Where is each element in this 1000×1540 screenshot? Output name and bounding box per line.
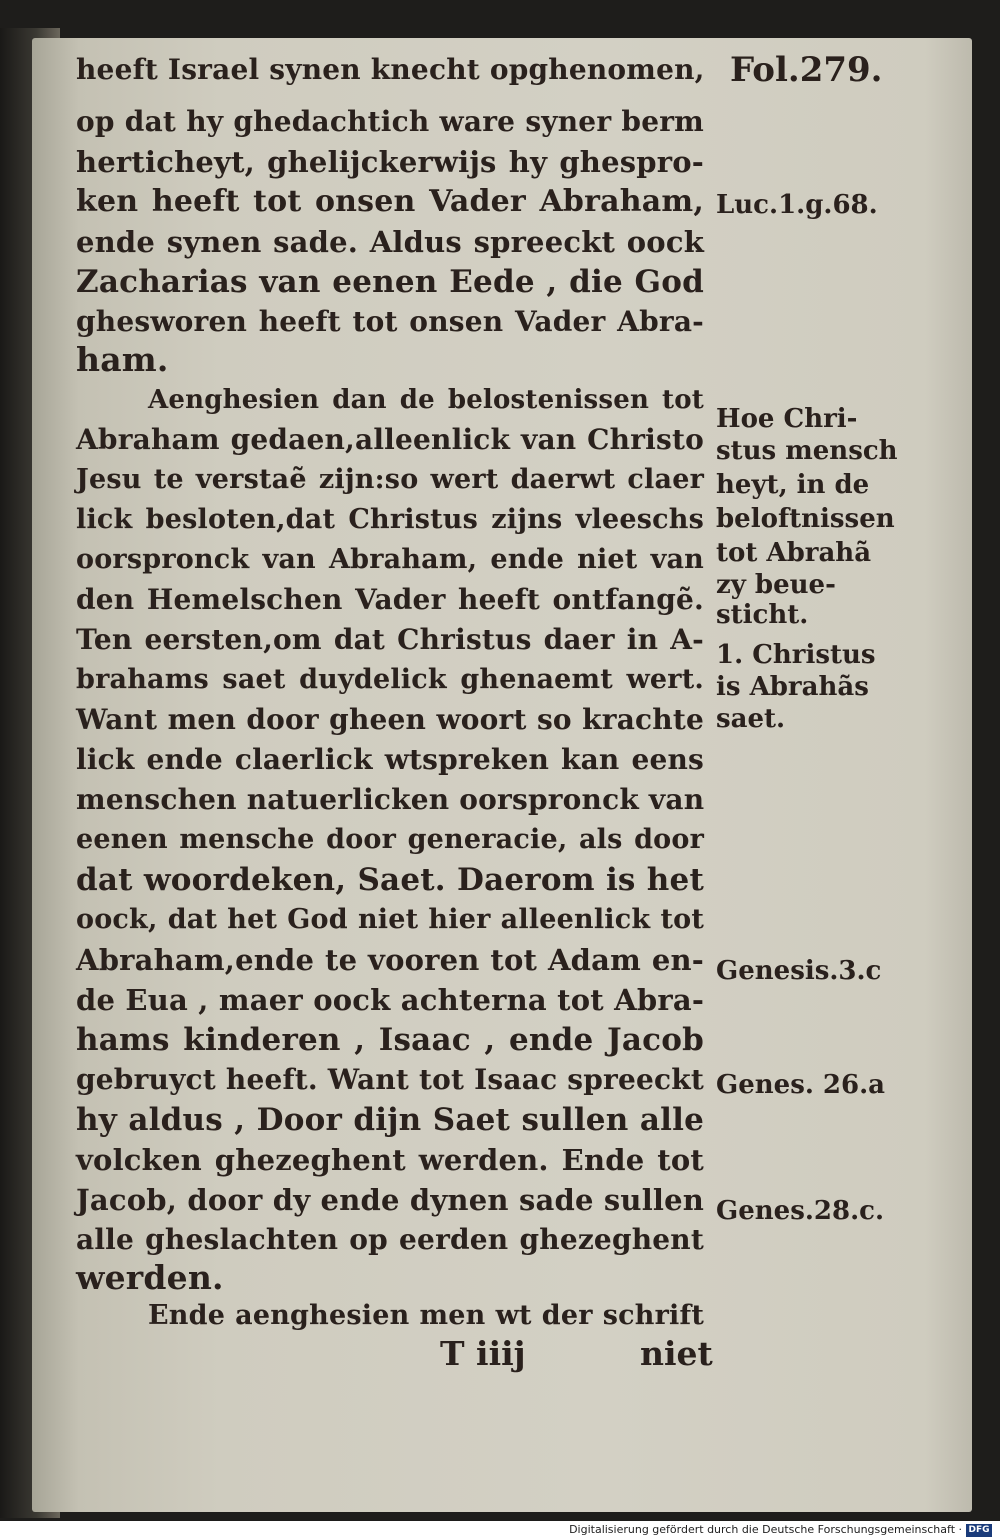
text-line: ham.	[76, 340, 169, 379]
marginal-note: 1. Christus	[716, 640, 876, 670]
text-line: hy aldus , Door dijn Saet sullen alle	[76, 1102, 704, 1138]
text-line: Want men door gheen woort so krachte	[76, 703, 704, 736]
marginal-note: Genes.28.c.	[716, 1196, 884, 1226]
marginal-note: Hoe Chri-	[716, 404, 858, 434]
text-line: Jesu te verstaẽ zijn:so wert daerwt claer	[76, 464, 704, 495]
text-line: de Eua , maer oock achterna tot Abra-	[76, 983, 705, 1017]
text-line: Zacharias van eenen Eede , die God	[76, 264, 704, 300]
text-line: Abraham,ende te vooren tot Adam en-	[76, 943, 704, 977]
dfg-logo: DFG	[966, 1524, 992, 1537]
folio-number: Fol.279.	[730, 50, 883, 90]
paragraph-start-line: Ende aenghesien men wt der schrift	[148, 1300, 704, 1331]
text-line: menschen natuerlicken oorspronck van	[76, 783, 705, 816]
text-line: den Hemelschen Vader heeft ontfangẽ.	[76, 583, 704, 616]
footer-bar	[0, 1521, 1000, 1540]
paragraph-start-line: Aenghesien dan de belostenissen tot	[148, 385, 704, 415]
marginal-note: heyt, in de	[716, 470, 870, 500]
text-line: herticheyt, ghelijckerwijs hy ghespro-	[76, 145, 704, 179]
marginal-note: stus mensch	[716, 436, 898, 466]
text-line: alle gheslachten op eerden ghezeghent	[76, 1223, 704, 1256]
marginal-note: Genesis.3.c	[716, 956, 882, 986]
text-line: brahams saet duydelick ghenaemt wert.	[76, 664, 704, 695]
marginal-note: saet.	[716, 704, 786, 734]
text-line: Jacob, door dy ende dynen sade sullen	[76, 1183, 705, 1217]
text-line: ende synen sade. Aldus spreeckt oock	[76, 225, 704, 259]
text-line: volcken ghezeghent werden. Ende tot	[76, 1143, 704, 1177]
text-line: eenen mensche door generacie, als door	[76, 824, 704, 855]
marginal-note: tot Abrahã	[716, 538, 872, 568]
text-line: gebruyct heeft. Want tot Isaac spreeckt	[76, 1063, 704, 1096]
marginal-note: beloftnissen	[716, 504, 895, 534]
text-line: oorspronck van Abraham, ende niet van	[76, 544, 704, 575]
text-line: lick ende claerlick wtspreken kan eens	[76, 743, 704, 776]
marginal-note: Luc.1.g.68.	[716, 190, 878, 220]
text-line: oock, dat het God niet hier alleenlick tot	[76, 904, 704, 935]
text-line: heeft Israel synen knecht opghenomen,	[76, 53, 705, 86]
marginal-note: zy beue-	[716, 570, 836, 600]
text-line: Abraham gedaen,alleenlick van Christo	[76, 423, 704, 456]
text-line: Ten eersten,om dat Christus daer in A-	[76, 623, 704, 656]
marginal-note: sticht.	[716, 600, 809, 630]
funding-credit: Digitalisierung gefördert durch die Deutsche Forschungsgemeinschaft ·	[569, 1523, 962, 1536]
text-line: ken heeft tot onsen Vader Abraham,	[76, 184, 704, 219]
text-line: lick besloten,dat Christus zijns vleeschs	[76, 504, 704, 535]
signature-mark: T iiij	[440, 1334, 526, 1373]
marginal-note: Genes. 26.a	[716, 1070, 886, 1100]
text-line: ghesworen heeft tot onsen Vader Abra-	[76, 305, 704, 338]
marginal-note: is Abrahãs	[716, 672, 869, 702]
text-line: dat woordeken, Saet. Daerom is het	[76, 862, 704, 898]
text-line: hams kinderen , Isaac , ende Jacob	[76, 1022, 704, 1058]
text-line: werden.	[76, 1258, 224, 1297]
text-line: op dat hy ghedachtich ware syner berm	[76, 105, 704, 138]
catchword: niet	[640, 1334, 713, 1373]
